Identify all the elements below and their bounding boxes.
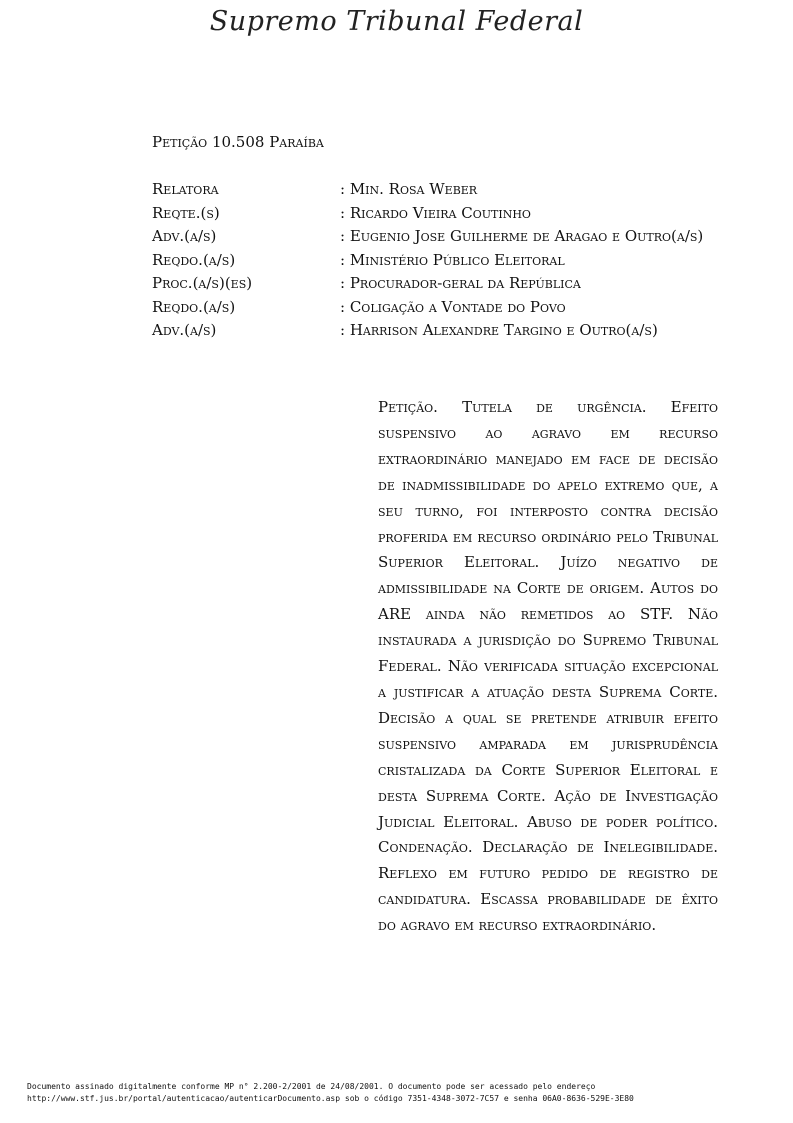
party-value: : Ministério Público Eleitoral	[340, 250, 565, 269]
party-row	[152, 249, 722, 273]
party-value: : Eugenio Jose Guilherme de Aragao e Outro(a/s)	[340, 227, 704, 245]
party-value: : Procurador-geral da República	[340, 274, 581, 292]
document-title: Petição 10.508 Paraíba	[152, 133, 324, 151]
party-label: Adv.(a/s)	[152, 227, 217, 245]
party-row	[152, 225, 722, 249]
party-label: Proc.(a/s)(es)	[152, 274, 253, 292]
ementa-text: Petição. Tutela de urgência. Efeito suspensivo ao agravo em recurso extraordinário manejado em face de decisão de inadmissibilidade do apelo extremo que, a seu turno, foi interposto contra decisão proferida em recurso ordinário pelo Tribunal Superior Eleitoral. Juízo negativo de admissibilidade na Corte de origem. Autos do ARE ainda não remetidos ao STF. Não instaurada a jurisdição do Supremo Tribunal Federal. Não verificada situação excepcional a justificar a atuação desta Suprema Corte. Decisão a qual se pretende atribuir efeito suspensivo amparada em jurisprudência cristalizada da Corte Superior Eleitoral e desta Suprema Corte. Ação de Investigação Judicial Eleitoral. Abuso de poder político. Condenação. Declaração de Inelegibilidade. Reflexo em futuro pedido de registro de candidatura. Escassa probabilidade de êxito do agravo em recurso extraordinário.	[378, 398, 718, 935]
party-row	[152, 272, 722, 296]
digital-signature-footer	[27, 1081, 634, 1105]
parties-list	[152, 178, 722, 343]
party-row	[152, 178, 722, 202]
party-row	[152, 202, 722, 226]
party-label: Relatora	[152, 180, 219, 198]
party-value: : Coligação a Vontade do Povo	[340, 297, 566, 316]
party-value: : Min. Rosa Weber	[340, 180, 478, 198]
party-label: Reqte.(s)	[152, 203, 220, 222]
footer-line: http://www.stf.jus.br/portal/autenticacao/autenticarDocumento.asp sob o código 7351-4348-3072-7C57 e senha 06A0-8636-529E-3E80	[27, 1094, 634, 1103]
party-label: Reqdo.(a/s)	[152, 250, 236, 269]
footer-line: Documento assinado digitalmente conforme MP n° 2.200-2/2001 de 24/08/2001. O documento pode ser acessado pelo endereço	[27, 1082, 596, 1091]
party-value: : Ricardo Vieira Coutinho	[340, 203, 531, 222]
party-row	[152, 319, 722, 343]
court-header: Supremo Tribunal Federal	[209, 6, 584, 37]
party-label: Reqdo.(a/s)	[152, 297, 236, 316]
party-value: : Harrison Alexandre Targino e Outro(a/s)	[340, 321, 658, 339]
party-label: Adv.(a/s)	[152, 321, 217, 339]
party-row	[152, 296, 722, 320]
